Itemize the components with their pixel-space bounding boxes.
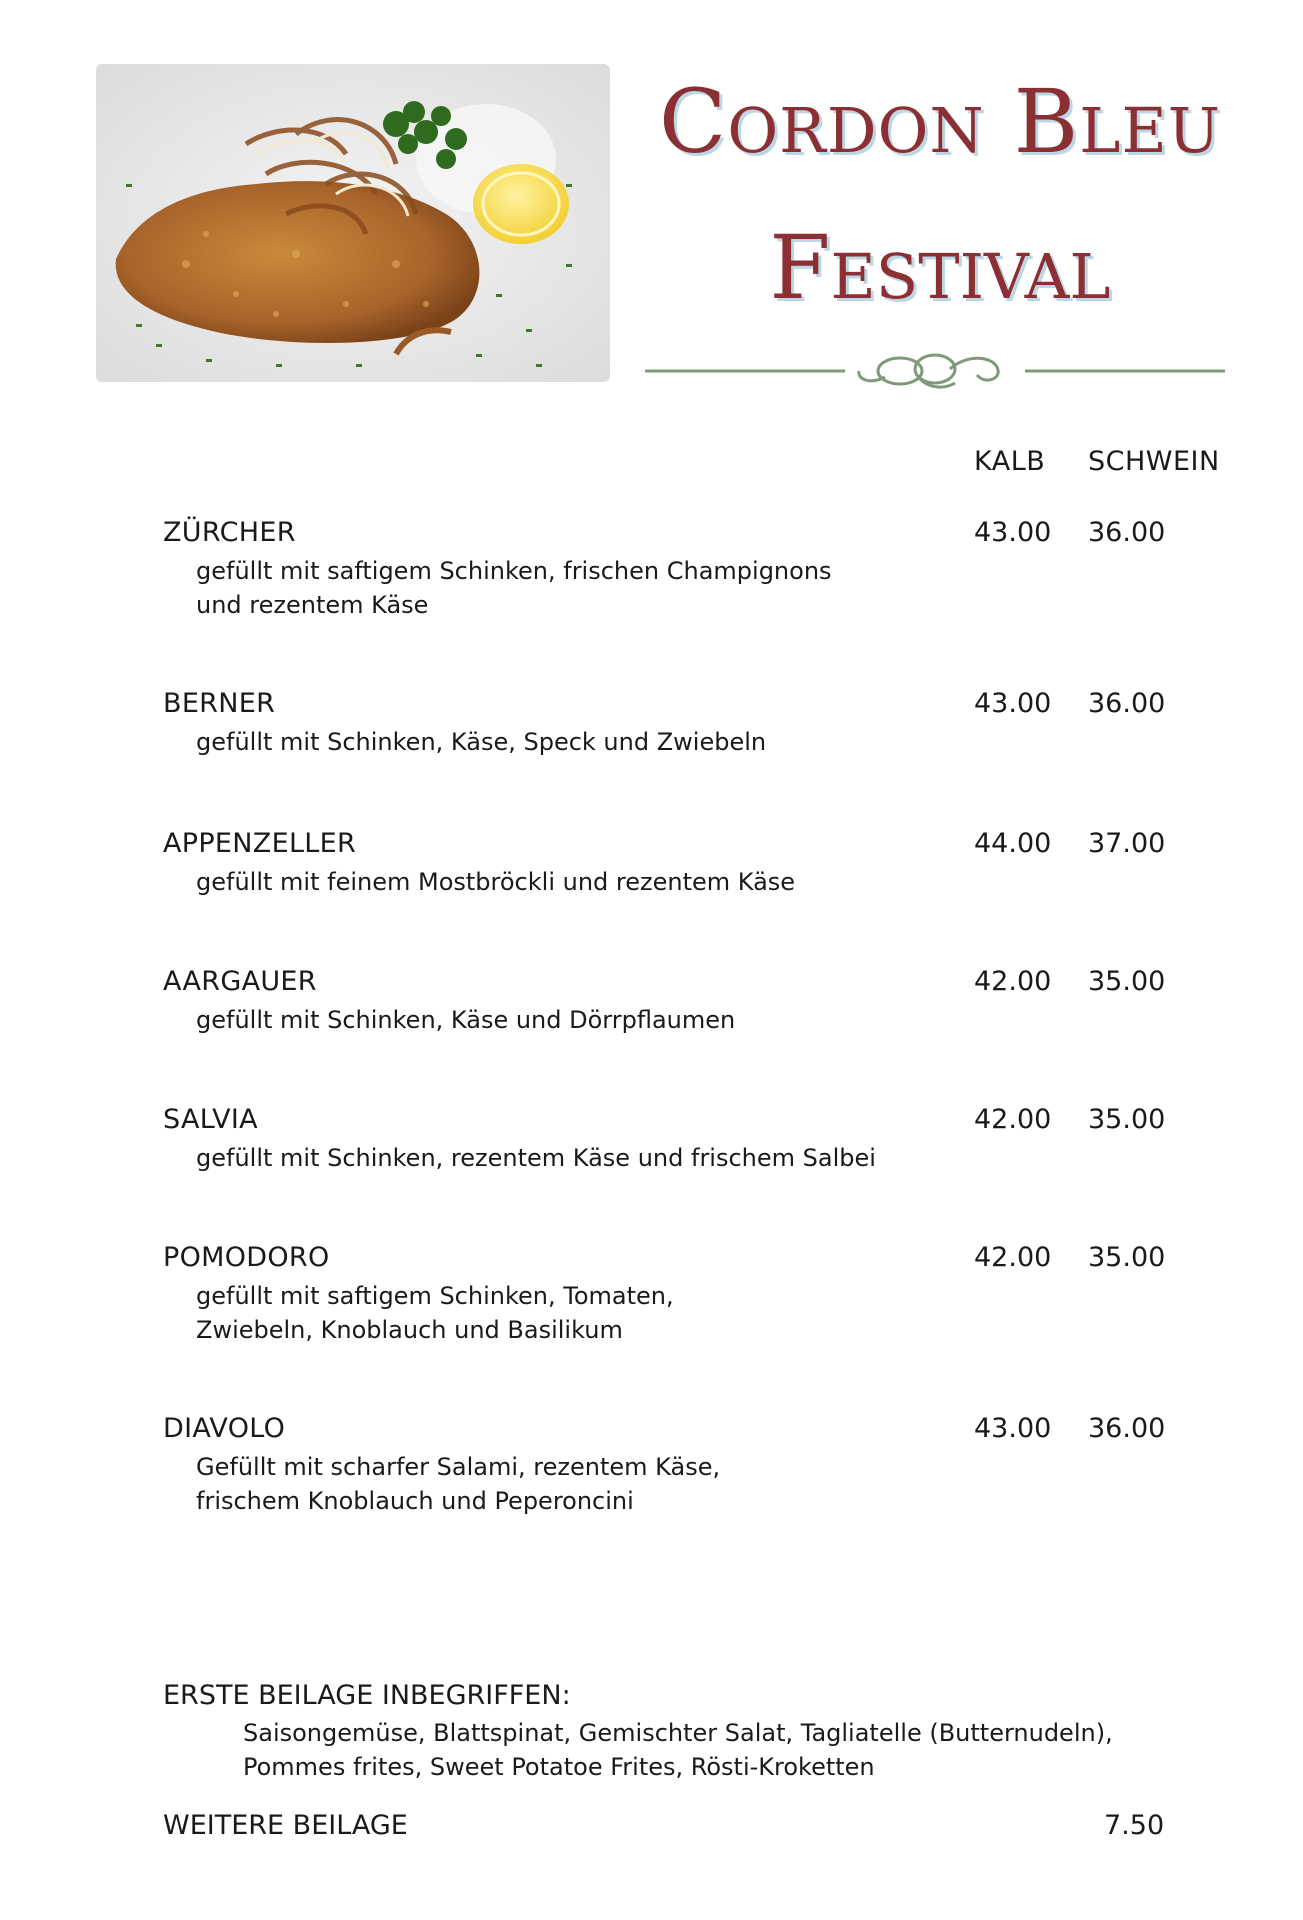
title-line-1: Cordon Bleu <box>659 70 1221 173</box>
item-name: POMODORO <box>163 1242 330 1273</box>
item-description: gefüllt mit Schinken, Käse und Dörrpflaumen <box>196 1006 736 1034</box>
item-description: gefüllt mit saftigem Schinken, frischen Champignons und rezentem Käse <box>196 557 832 619</box>
price-schwein: 37.00 <box>1088 828 1166 859</box>
item-name: ZÜRCHER <box>163 517 296 548</box>
price-kalb: 42.00 <box>974 966 1052 997</box>
item-description: Gefüllt mit scharfer Salami, rezentem Käse, frischem Knoblauch und Peperoncini <box>196 1453 721 1515</box>
price-kalb: 42.00 <box>974 1104 1052 1135</box>
flourish-divider <box>645 345 1225 395</box>
price-schwein: 35.00 <box>1088 1242 1166 1273</box>
item-name: APPENZELLER <box>163 828 357 859</box>
price-kalb: 44.00 <box>974 828 1052 859</box>
column-header-schwein: SCHWEIN <box>1088 446 1220 477</box>
cordon-bleu-photo <box>96 64 610 382</box>
price-schwein: 36.00 <box>1088 517 1166 548</box>
price-kalb: 43.00 <box>974 688 1052 719</box>
item-name: DIAVOLO <box>163 1413 286 1444</box>
item-name: AARGAUER <box>163 966 317 997</box>
price-kalb: 43.00 <box>974 1413 1052 1444</box>
item-description: gefüllt mit Schinken, Käse, Speck und Zwiebeln <box>196 728 767 756</box>
column-header-kalb: KALB <box>974 446 1046 477</box>
extra-side-label: WEITERE BEILAGE <box>163 1810 408 1841</box>
extra-side-price: 7.50 <box>1104 1810 1165 1841</box>
price-kalb: 42.00 <box>974 1242 1052 1273</box>
price-kalb: 43.00 <box>974 517 1052 548</box>
price-schwein: 36.00 <box>1088 688 1166 719</box>
item-name: SALVIA <box>163 1104 258 1135</box>
title-line-2: Festival <box>769 216 1111 319</box>
price-schwein: 35.00 <box>1088 966 1166 997</box>
price-schwein: 36.00 <box>1088 1413 1166 1444</box>
price-schwein: 35.00 <box>1088 1104 1166 1135</box>
side-dish-list: Saisongemüse, Blattspinat, Gemischter Salat, Tagliatelle (Butternudeln), Pommes frites, Sweet Potatoe Frites, Rösti-Kroketten <box>243 1719 1113 1781</box>
menu-title <box>640 70 1240 319</box>
item-description: gefüllt mit feinem Mostbröckli und rezentem Käse <box>196 868 796 896</box>
item-name: BERNER <box>163 688 276 719</box>
side-dish-heading: ERSTE BEILAGE INBEGRIFFEN: <box>163 1680 571 1711</box>
item-description: gefüllt mit Schinken, rezentem Käse und frischem Salbei <box>196 1144 876 1172</box>
item-description: gefüllt mit saftigem Schinken, Tomaten, Zwiebeln, Knoblauch und Basilikum <box>196 1282 674 1344</box>
